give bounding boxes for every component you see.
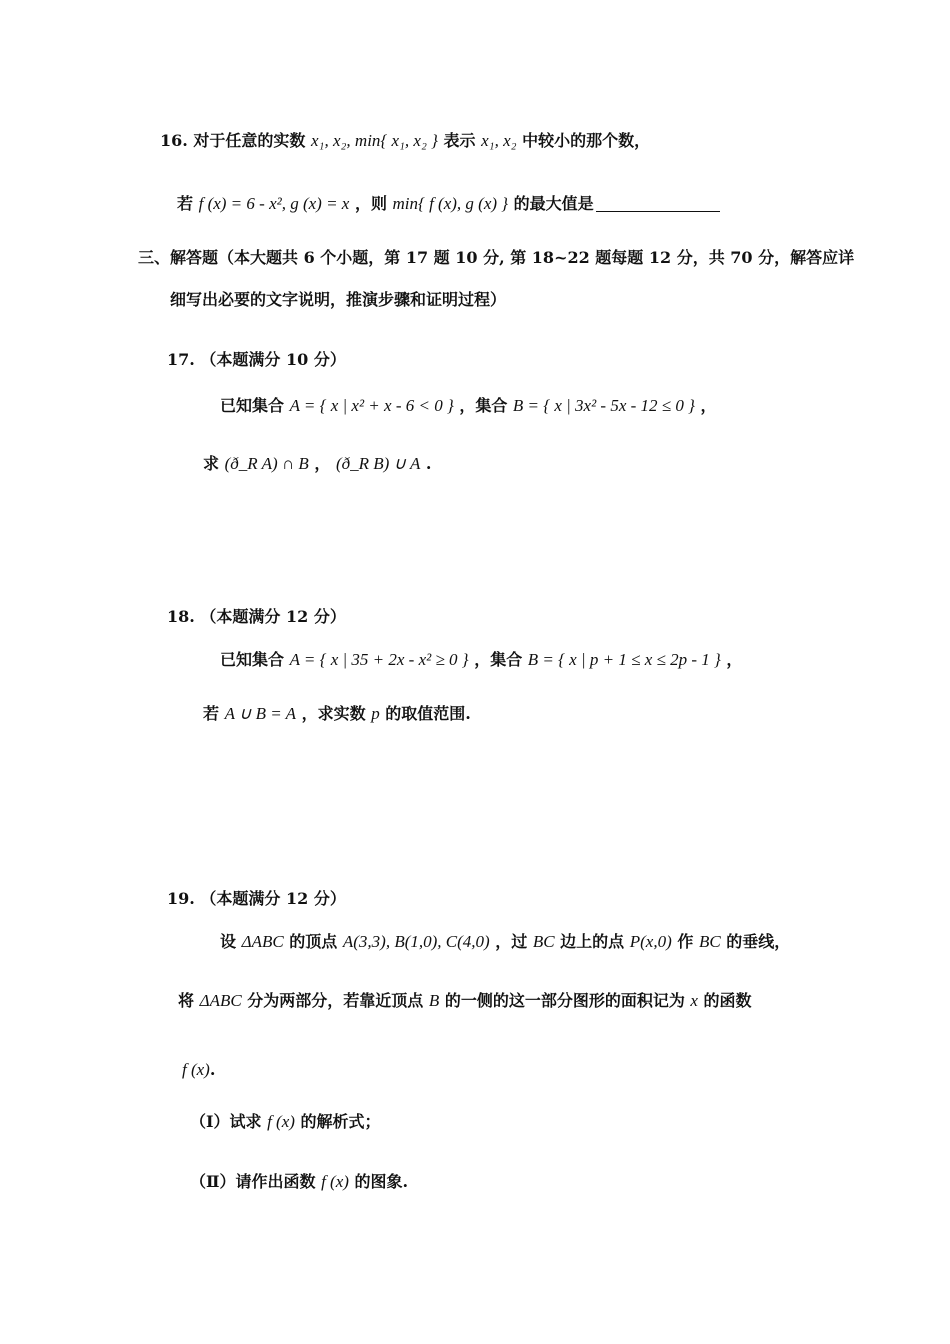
math-expression: (ð_R A) ∩ B [224,454,309,473]
text: 的顶点 [289,932,338,951]
question-number: 16. [160,131,188,150]
text: ，则 [354,194,387,213]
q19-line-1 [220,930,790,954]
math-expression: f (x) [321,1172,349,1191]
text: 中较小的那个数， [522,131,651,150]
text: ，集合 [459,396,508,415]
text: . [425,454,432,473]
text: ，过 [495,932,528,951]
math-expression: P(x,0) [629,932,672,951]
text: 边上的点 [560,932,625,951]
text: 若 [203,704,220,723]
math-expression: f (x) [182,1060,210,1079]
q17-line-1 [220,394,717,418]
part-label: （Ⅱ）请作出函数 [190,1172,316,1191]
q16-line-1 [160,129,650,153]
section-3-line-1: 三、解答题（本大题共 6 个小题，第 17 题 10 分, 第 18~22 题每题 12 分，共 70 分，解答应详 [138,248,855,267]
text: 的图象. [354,1172,409,1191]
text: 的解析式； [300,1112,381,1131]
math-expression: ΔABC [199,991,242,1010]
q18-header: 18. （本题满分 12 分） [167,607,346,626]
math-expression: A = { x | x² + x - 6 < 0 } [289,396,454,415]
text: 作 [677,932,694,951]
q19-part-2 [190,1170,408,1194]
q19-header: 19. （本题满分 12 分） [167,889,346,908]
q17-line-2 [203,452,432,476]
math-expression: f (x) [267,1112,295,1131]
text: ， [726,650,743,669]
math-expression: x₁, x₂ [481,131,517,150]
q18-line-1 [220,648,742,672]
text: 分为两部分，若靠近顶点 [247,991,424,1010]
text: ， [314,454,331,473]
text: 将 [178,991,195,1010]
text: 已知集合 [220,650,285,669]
math-expression: (ð_R B) ∪ A [335,454,421,473]
section-3-line-2: 细写出必要的文字说明，推演步骤和证明过程） [170,290,507,309]
text: 的函数 [703,991,752,1010]
text: ，集合 [474,650,523,669]
q19-line-3 [182,1058,215,1082]
text: 已知集合 [220,396,285,415]
q19-part-1 [190,1110,381,1134]
q17-header: 17. （本题满分 10 分） [167,350,346,369]
math-expression: p [371,704,380,723]
text: ， [700,396,717,415]
math-expression: B = { x | p + 1 ≤ x ≤ 2p - 1 } [527,650,721,669]
math-expression: min{ f (x), g (x) } [392,194,509,213]
math-expression: ΔABC [241,932,284,951]
q19-line-2 [178,989,752,1013]
text: 的取值范围. [385,704,471,723]
text: 若 [177,194,194,213]
text: ，求实数 [301,704,366,723]
math-expression: B [428,991,440,1010]
text: 表示 [443,131,476,150]
text: 求 [203,454,220,473]
math-expression: A ∪ B = A [224,704,297,723]
text: 设 [220,932,237,951]
text: 对于任意的实数 [193,131,306,150]
math-expression: BC [532,932,555,951]
text: 的垂线， [726,932,791,951]
math-expression: A(3,3), B(1,0), C(4,0) [342,932,490,951]
part-label: （Ⅰ）试求 [190,1112,262,1131]
math-expression: A = { x | 35 + 2x - x² ≥ 0 } [289,650,469,669]
q16-line-2 [177,192,720,216]
math-expression: f (x) = 6 - x², g (x) = x [198,194,350,213]
math-expression: BC [698,932,721,951]
answer-blank [596,211,720,212]
text: 的最大值是 [513,194,594,213]
math-expression: x [690,991,698,1010]
math-expression: x₁, x₂, min{ x₁, x₂ } [311,131,438,150]
text: 的一侧的这一部分图形的面积记为 [444,991,685,1010]
math-expression: B = { x | 3x² - 5x - 12 ≤ 0 } [512,396,695,415]
text: . [209,1060,216,1079]
q18-line-2 [203,702,471,726]
